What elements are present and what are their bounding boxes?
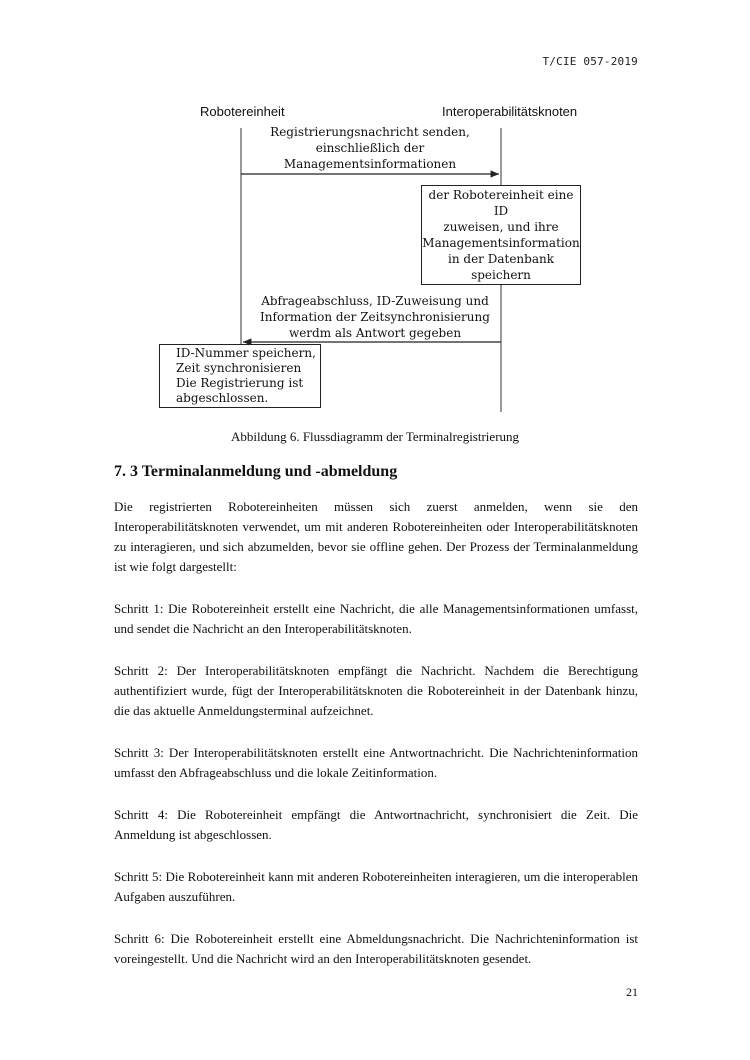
assign-id-box: der Robotereinheit eine ID zuweisen, und ihre Managementsinformation in der Datenbank speichern <box>421 185 581 285</box>
paragraph-step-4: Schritt 4: Die Robotereinheit empfängt die Antwortnachricht, synchronisiert die Zeit. Die Anmeldung ist abgeschlossen. <box>114 807 638 842</box>
paragraph-step-2: Schritt 2: Der Interoperabilitätsknoten empfängt die Nachricht. Nachdem die Berechtigung authentifiziert wurde, fügt der Interoperabilitätsknoten die Robotereinheit in der Datenbank hinzu, die das aktuelle Anmeldungsterminal aufzeichnet. <box>114 663 638 718</box>
right-lane-label: Interoperabilitätsknoten <box>442 104 578 119</box>
response-message-text: Abfrageabschluss, ID-Zuweisung und Information der Zeitsynchronisierung werdm als Antwort gegeben <box>260 294 490 340</box>
registration-flow-diagram <box>150 100 590 415</box>
document-code: T/CIE 057-2019 <box>542 55 638 68</box>
section-body <box>114 497 638 991</box>
paragraph-step-3: Schritt 3: Der Interoperabilitätsknoten erstellt eine Antwortnachricht. Die Nachrichteninformation umfasst den Abfrageabschluss und die lokale Zeitinformation. <box>114 745 638 780</box>
left-lane-label: Robotereinheit <box>200 104 285 119</box>
paragraph-step-5: Schritt 5: Die Robotereinheit kann mit anderen Robotereinheiten interagieren, um die interoperablen Aufgaben auszuführen. <box>114 869 638 904</box>
store-id-box: ID-Nummer speichern, Zeit synchronisieren Die Registrierung ist abgeschlossen. <box>159 344 321 408</box>
register-message-text: Registrierungsnachricht senden, einschließlich der Managementsinformationen <box>270 125 470 171</box>
paragraph-intro: Die registrierten Robotereinheiten müssen sich zuerst anmelden, wenn sie den Interoperabilitätsknoten verwendet, um mit anderen Robotereinheiten oder Interoperabilitätsknoten zu interagieren, und sich abzumelden, bevor sie offline gehen. Der Prozess der Terminalanmeldung ist wie folgt dargestellt: <box>114 499 638 574</box>
page-number: 21 <box>626 985 638 999</box>
paragraph-step-1: Schritt 1: Die Robotereinheit erstellt eine Nachricht, die alle Managementsinformationen umfasst, und sendet die Nachricht an den Interoperabilitätsknoten. <box>114 601 638 636</box>
figure-caption: Abbildung 6. Flussdiagramm der Terminalregistrierung <box>230 429 520 444</box>
paragraph-step-6: Schritt 6: Die Robotereinheit erstellt eine Abmeldungsnachricht. Die Nachrichteninformation ist voreingestellt. Und die Nachricht wird an den Interoperabilitätsknoten gesendet. <box>114 931 638 966</box>
section-title: 7. 3 Terminalanmeldung und -abmeldung <box>114 463 398 480</box>
